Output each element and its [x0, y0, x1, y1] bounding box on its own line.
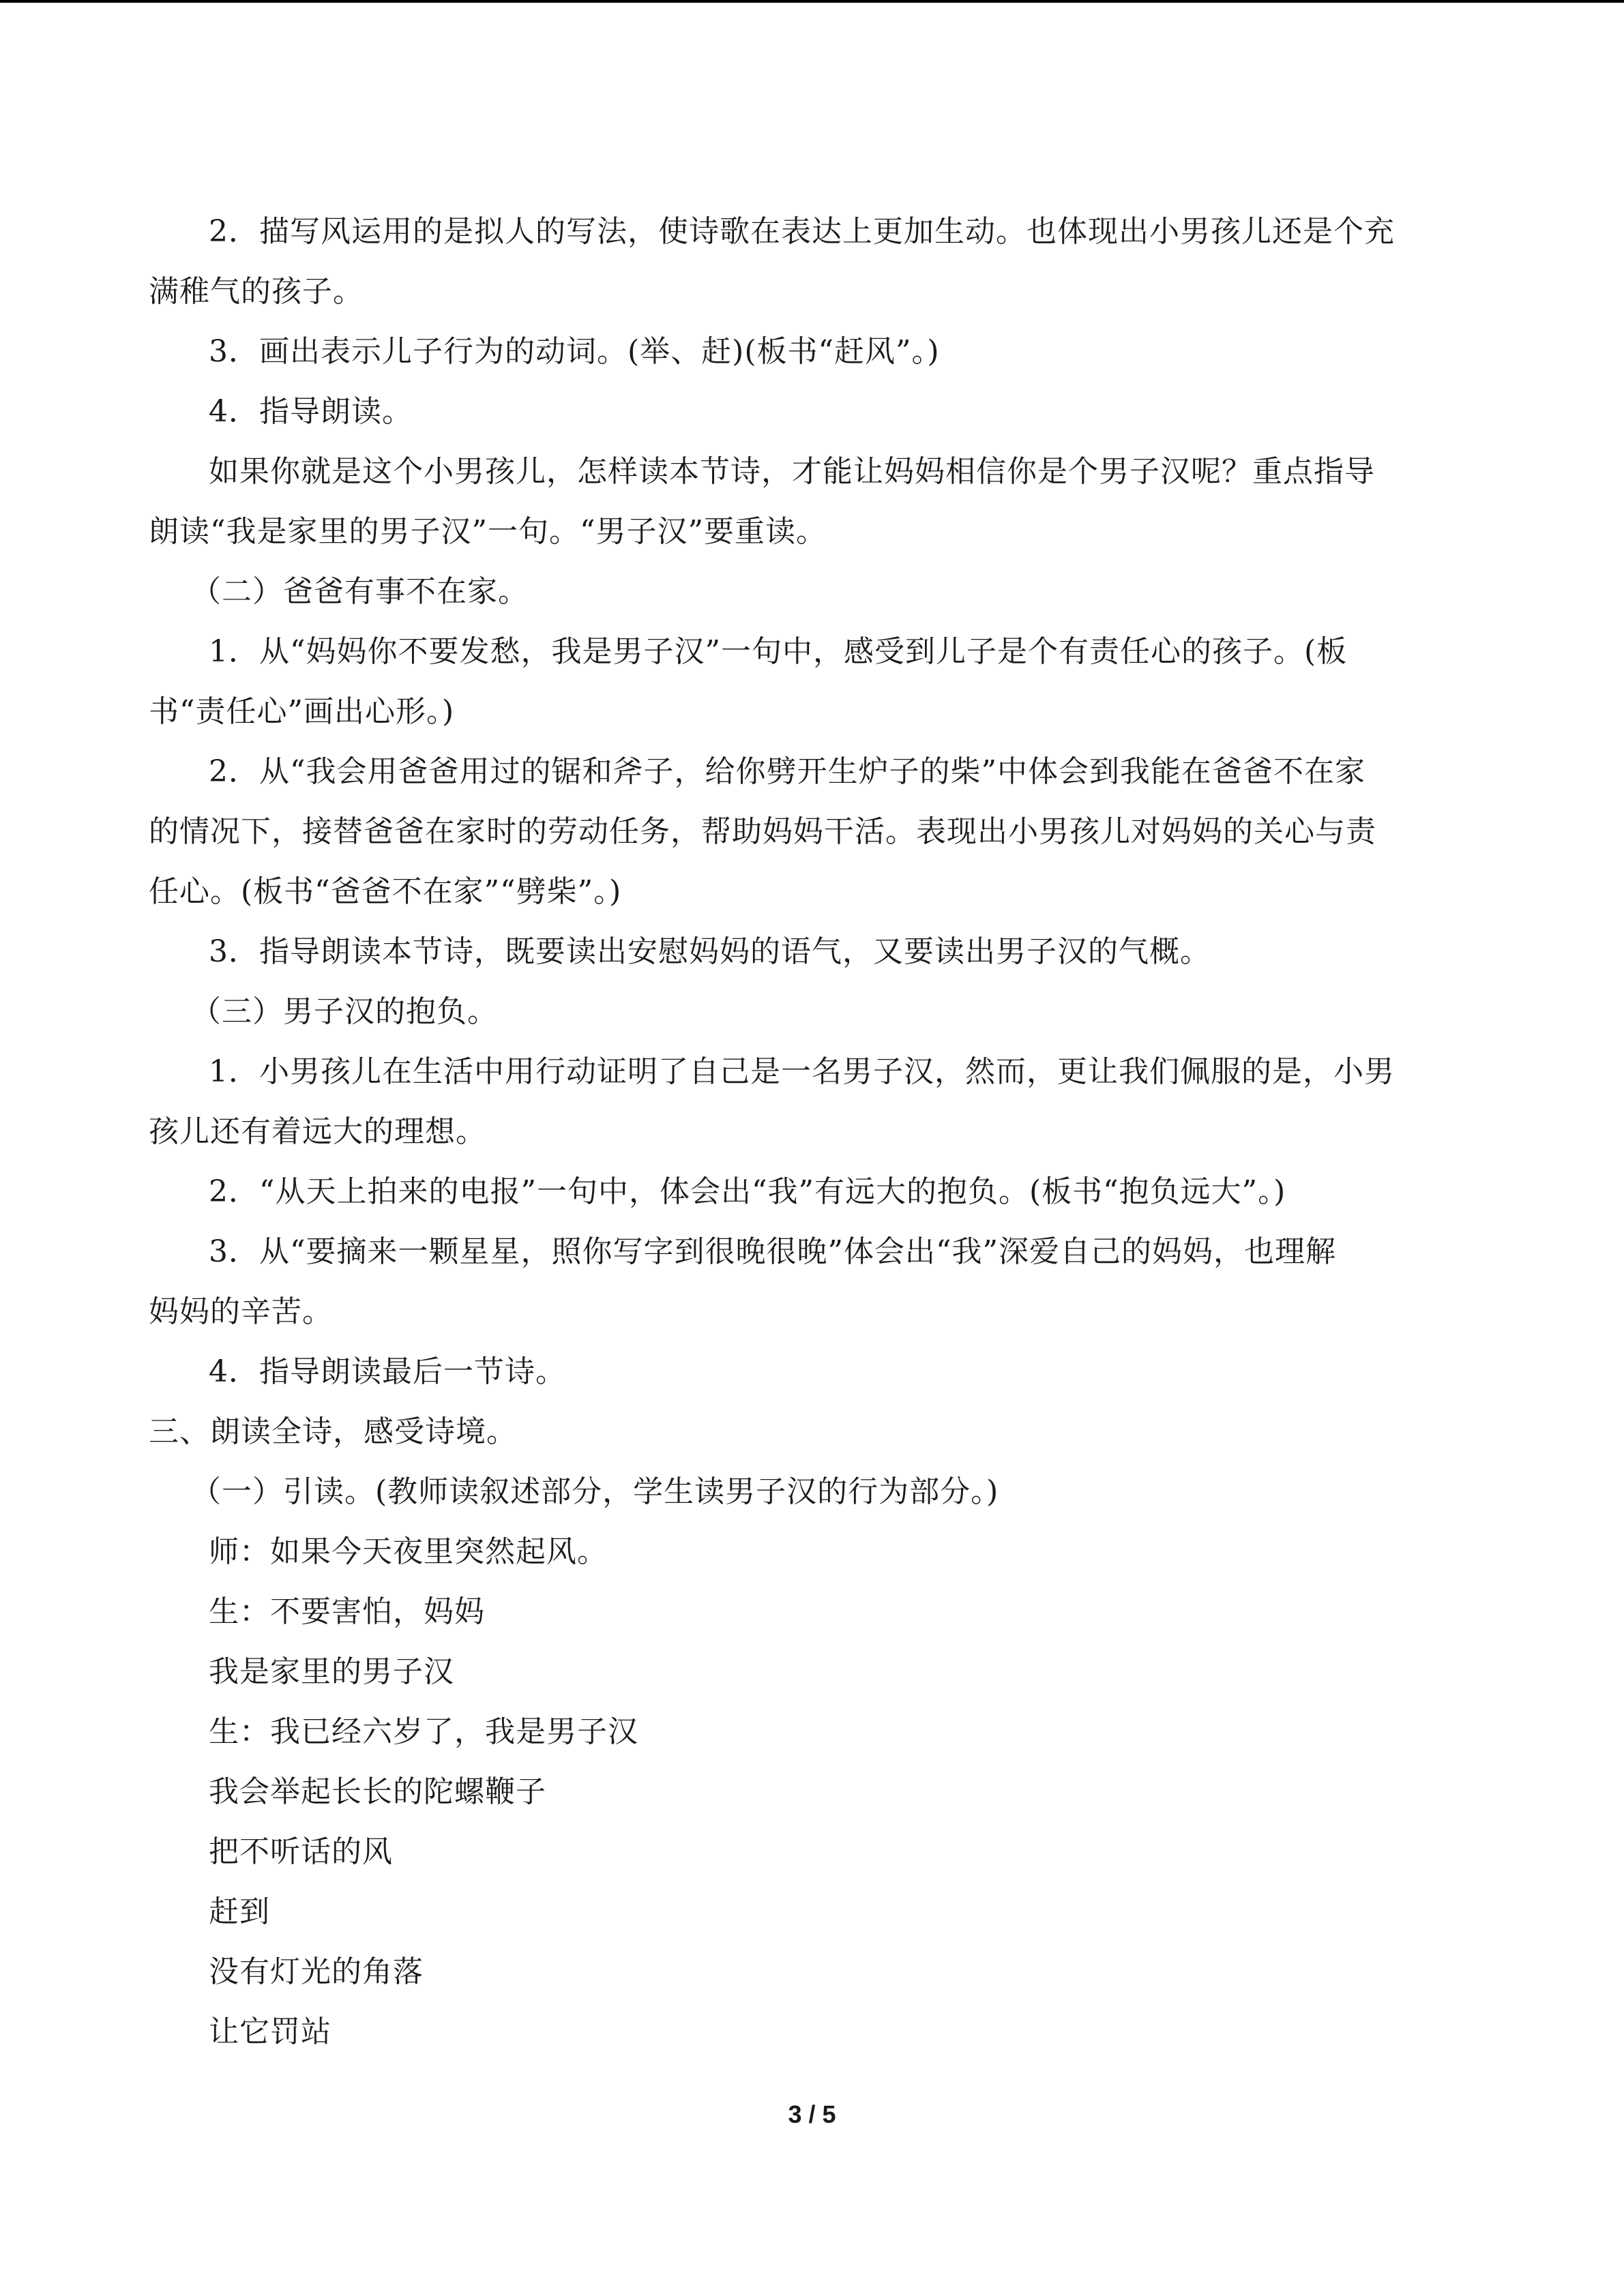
text-line: 如果你就是这个小男孩儿，怎样读本节诗，才能让妈妈相信你是个男子汉呢？重点指导: [209, 454, 1375, 489]
section-heading: （三）男子汉的抱负。: [191, 994, 498, 1029]
text-line: 1．从“妈妈你不要发愁，我是男子汉”一句中，感受到儿子是个有责任心的孩子。(板: [209, 634, 1348, 669]
text-line: 2．描写风运用的是拟人的写法，使诗歌在表达上更加生动。也体现出小男孩儿还是个充: [209, 214, 1395, 249]
text-line: 1．小男孩儿在生活中用行动证明了自己是一名男子汉，然而，更让我们佩服的是，小男: [209, 1054, 1395, 1089]
section-heading: （一）引读。(教师读叙述部分，学生读男子汉的行为部分。): [191, 1474, 999, 1509]
text-line: 3．指导朗读本节诗，既要读出安慰妈妈的语气，又要读出男子汉的气概。: [209, 934, 1211, 969]
text-line: 2．“从天上拍来的电报”一句中，体会出“我”有远大的抱负。(板书“抱负远大”。): [209, 1174, 1286, 1209]
text-line: 的情况下，接替爸爸在家时的劳动任务，帮助妈妈干活。表现出小男孩儿对妈妈的关心与责: [149, 814, 1376, 849]
text-line: 满稚气的孩子。: [149, 274, 364, 309]
page-top-border: [0, 0, 1624, 3]
dialogue-line: 生：不要害怕，妈妈: [209, 1594, 485, 1629]
poem-line: 把不听话的风: [209, 1834, 393, 1869]
text-line: 3．画出表示儿子行为的动词。(举、赶)(板书“赶风”。): [209, 334, 940, 369]
text-line: 书“责任心”画出心形。): [149, 694, 455, 729]
text-line: 妈妈的辛苦。: [149, 1294, 333, 1329]
poem-line: 我是家里的男子汉: [209, 1654, 454, 1689]
dialogue-line: 师：如果今天夜里突然起风。: [209, 1534, 608, 1569]
text-line: 4．指导朗读。: [209, 394, 413, 429]
section-heading: 三、朗读全诗，感受诗境。: [149, 1414, 517, 1449]
dialogue-line: 生：我已经六岁了，我是男子汉: [209, 1714, 638, 1749]
poem-line: 没有灯光的角落: [209, 1954, 424, 1989]
poem-line: 赶到: [209, 1894, 270, 1929]
text-line: 3．从“要摘来一颗星星，照你写字到很晚很晚”体会出“我”深爱自己的妈妈，也理解: [209, 1234, 1336, 1269]
text-line: 2．从“我会用爸爸用过的锯和斧子，给你劈开生炉子的柴”中体会到我能在爸爸不在家: [209, 754, 1365, 789]
text-line: 孩儿还有着远大的理想。: [149, 1114, 486, 1149]
section-heading: （二）爸爸有事不在家。: [191, 574, 529, 609]
text-line: 任心。(板书“爸爸不在家”“劈柴”。): [149, 874, 622, 909]
document-page: [149, 202, 1475, 2062]
text-line: 朗读“我是家里的男子汉”一句。“男子汉”要重读。: [149, 514, 827, 549]
text-line: 4．指导朗读最后一节诗。: [209, 1354, 566, 1389]
poem-line: 让它罚站: [209, 2014, 331, 2049]
poem-line: 我会举起长长的陀螺鞭子: [209, 1774, 546, 1809]
page-number: 3 / 5: [788, 2100, 836, 2128]
